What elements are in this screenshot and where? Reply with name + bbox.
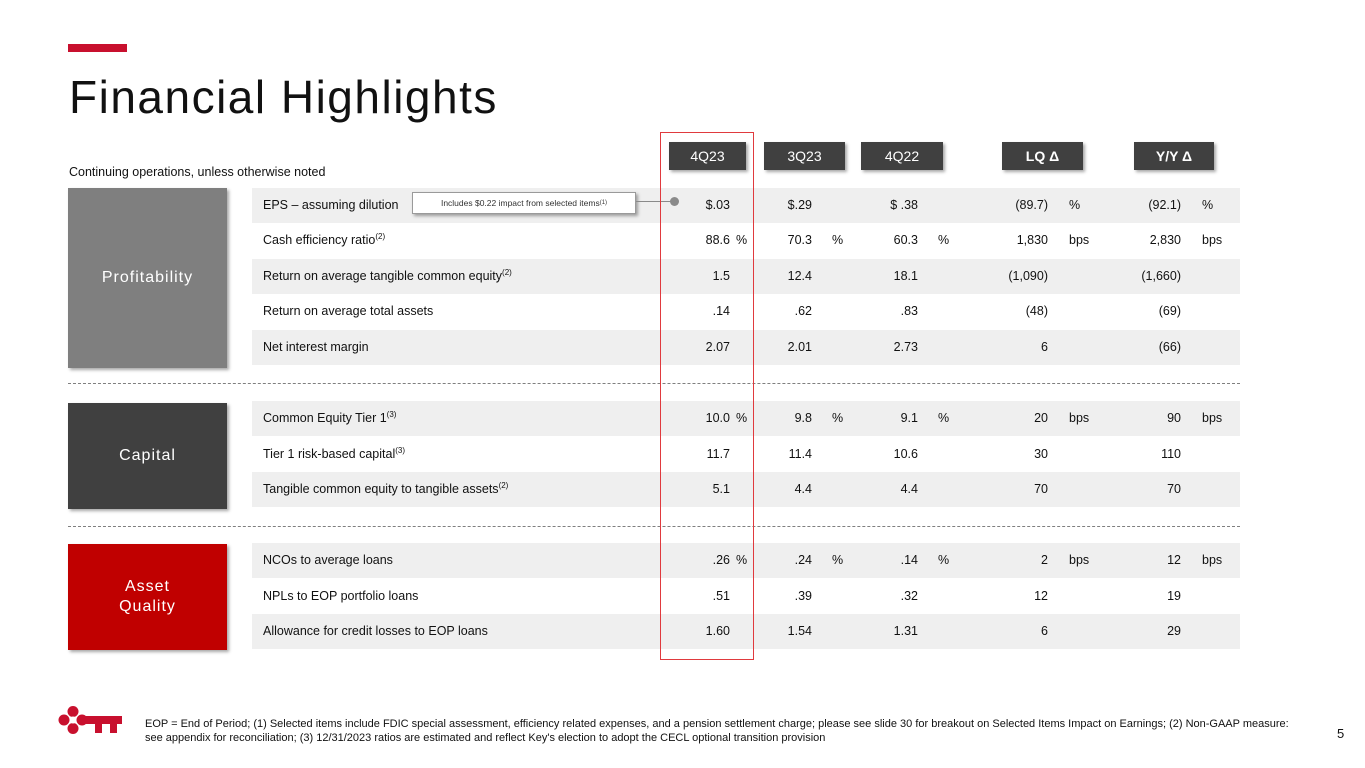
footnote-ref: (3) [386, 410, 397, 419]
row-label-text: Net interest margin [263, 340, 369, 354]
value-yy-change: (66) [1158, 340, 1181, 354]
category-profitability [68, 188, 227, 368]
row-label-text: Tier 1 risk-based capital [263, 447, 396, 461]
column-header-yy-change: Y/Y Δ [1134, 142, 1214, 170]
value-4q23: .14 [712, 304, 730, 318]
value-4q22: 60.3 [893, 233, 918, 247]
value-3q23: 4.4 [794, 482, 812, 496]
unit-3q23: % [832, 553, 844, 567]
unit-4q22: % [938, 411, 950, 425]
value-lq-change: 20 [1034, 411, 1048, 425]
unit-yy-change: % [1202, 198, 1214, 212]
unit-yy-change: bps [1202, 233, 1223, 247]
value-3q23: $.29 [787, 198, 812, 212]
row-label-text: NPLs to EOP portfolio loans [263, 589, 419, 603]
value-3q23: .39 [794, 589, 812, 603]
value-4q23: .26 [712, 553, 730, 567]
row-label [263, 614, 488, 649]
unit-4q22: % [938, 553, 950, 567]
row-label [263, 259, 512, 294]
value-4q22: $ .38 [890, 198, 918, 212]
value-4q22: 18.1 [893, 269, 918, 283]
current-quarter-highlight [660, 132, 754, 660]
footnote-ref: (2) [502, 268, 512, 277]
column-header-4q22: 4Q22 [861, 142, 943, 170]
value-yy-change: 70 [1167, 482, 1181, 496]
row-label-text: Cash efficiency ratio [263, 233, 376, 247]
callout-text: Includes $0.22 impact from selected items [440, 198, 600, 208]
value-4q22: 4.4 [900, 482, 918, 496]
page-title: Financial Highlights [69, 71, 498, 123]
title-accent-bar [68, 44, 127, 52]
unit-4q23: % [736, 553, 748, 567]
value-lq-change: 70 [1034, 482, 1048, 496]
value-3q23: 1.54 [787, 624, 812, 638]
key-logo-icon [58, 706, 124, 734]
value-lq-change: (1,090) [1008, 269, 1048, 283]
value-4q22: .14 [900, 553, 918, 567]
value-4q23: 11.7 [706, 447, 730, 461]
value-3q23: 2.01 [787, 340, 812, 354]
category-label: Capital [119, 447, 176, 464]
row-label-text: NCOs to average loans [263, 553, 393, 567]
value-lq-change: 30 [1034, 447, 1048, 461]
value-4q22: 9.1 [900, 411, 918, 425]
value-4q23: 2.07 [705, 340, 730, 354]
row-label [263, 330, 369, 365]
row-label-text: Tangible common equity to tangible assets [263, 482, 499, 496]
value-yy-change: (1,660) [1141, 269, 1181, 283]
unit-4q23: % [736, 233, 748, 247]
row-label-text: Common Equity Tier 1 [263, 411, 387, 425]
value-lq-change: 2 [1041, 553, 1048, 567]
eps-callout: Includes $0.22 impact from selected items (1) [412, 192, 636, 214]
value-3q23: .24 [794, 553, 812, 567]
value-3q23: 12.4 [787, 269, 812, 283]
value-lq-change: (89.7) [1015, 198, 1048, 212]
value-4q23: .51 [712, 589, 730, 603]
value-4q23: $.03 [705, 198, 730, 212]
value-lq-change: 6 [1041, 624, 1048, 638]
section-divider [68, 383, 1240, 384]
section-divider [68, 526, 1240, 527]
row-label [263, 294, 433, 329]
row-label [263, 579, 418, 614]
value-4q22: 1.31 [893, 624, 918, 638]
row-label-text: Return on average total assets [263, 304, 434, 318]
row-label [263, 472, 508, 507]
footnote-ref: (2) [375, 232, 386, 241]
page-subtitle: Continuing operations, unless otherwise noted [69, 165, 326, 179]
value-yy-change: 90 [1167, 411, 1181, 425]
footnote-ref: (2) [498, 481, 509, 490]
category-capital [68, 403, 227, 509]
row-label-text: Allowance for credit losses to EOP loans [263, 624, 488, 638]
value-4q23: 5.1 [712, 482, 730, 496]
footnote-ref: (3) [395, 446, 406, 455]
unit-lq-change: % [1069, 198, 1081, 212]
value-lq-change: 6 [1041, 340, 1048, 354]
row-label [263, 543, 393, 578]
row-label-text: EPS – assuming dilution [263, 198, 399, 212]
value-3q23: 70.3 [787, 233, 812, 247]
value-yy-change: 29 [1167, 624, 1181, 638]
category-label-line-2: Quality [119, 598, 176, 615]
value-lq-change: 1,830 [1016, 233, 1048, 247]
category-label: Profitability [101, 269, 194, 286]
unit-lq-change: bps [1069, 233, 1090, 247]
unit-3q23: % [832, 411, 844, 425]
column-header-3q23: 3Q23 [764, 142, 845, 170]
row-label [263, 437, 405, 472]
value-yy-change: 2,830 [1149, 233, 1181, 247]
unit-4q23: % [736, 411, 748, 425]
row-label-text: Return on average tangible common equity [263, 269, 503, 283]
unit-yy-change: bps [1202, 553, 1223, 567]
unit-lq-change: bps [1069, 553, 1090, 567]
value-lq-change: 12 [1034, 589, 1048, 603]
value-4q22: .32 [900, 589, 918, 603]
value-4q23: 10.0 [705, 411, 730, 425]
value-4q22: .83 [900, 304, 918, 318]
unit-4q22: % [938, 233, 950, 247]
value-3q23: .62 [794, 304, 812, 318]
category-asset-quality [68, 544, 227, 650]
page-number: 5 [1337, 726, 1345, 741]
unit-3q23: % [832, 233, 844, 247]
unit-yy-change: bps [1202, 411, 1223, 425]
value-3q23: 9.8 [794, 411, 812, 425]
value-lq-change: (48) [1025, 304, 1048, 318]
value-yy-change: 19 [1167, 589, 1181, 603]
row-label [263, 223, 385, 258]
value-yy-change: 12 [1167, 553, 1181, 567]
category-label-line-1: Asset [124, 578, 170, 595]
unit-lq-change: bps [1069, 411, 1090, 425]
value-4q23: 88.6 [705, 233, 730, 247]
value-4q23: 1.60 [705, 624, 730, 638]
column-header-4q23: 4Q23 [669, 142, 746, 170]
row-label [263, 188, 399, 223]
value-yy-change: (69) [1158, 304, 1181, 318]
value-4q22: 10.6 [893, 447, 918, 461]
value-3q23: 11.4 [788, 447, 812, 461]
value-4q22: 2.73 [893, 340, 918, 354]
footnote: EOP = End of Period; (1) Selected items include FDIC special assessment, efficiency related expenses, and a pension settlement charge; please see slide 30 for breakout on Selected Items Impact on Earnings; (2) Non-GAAP measure: see appendix for reconciliation; (3) 12/31/2023 ratios are estimated and reflect Key's election to adopt the CECL optional transition provision [145, 718, 1289, 744]
row-label [263, 401, 396, 436]
value-4q23: 1.5 [712, 269, 730, 283]
value-yy-change: (92.1) [1148, 198, 1181, 212]
column-header-lq-change: LQ Δ [1002, 142, 1083, 170]
value-yy-change: 110 [1161, 447, 1181, 461]
